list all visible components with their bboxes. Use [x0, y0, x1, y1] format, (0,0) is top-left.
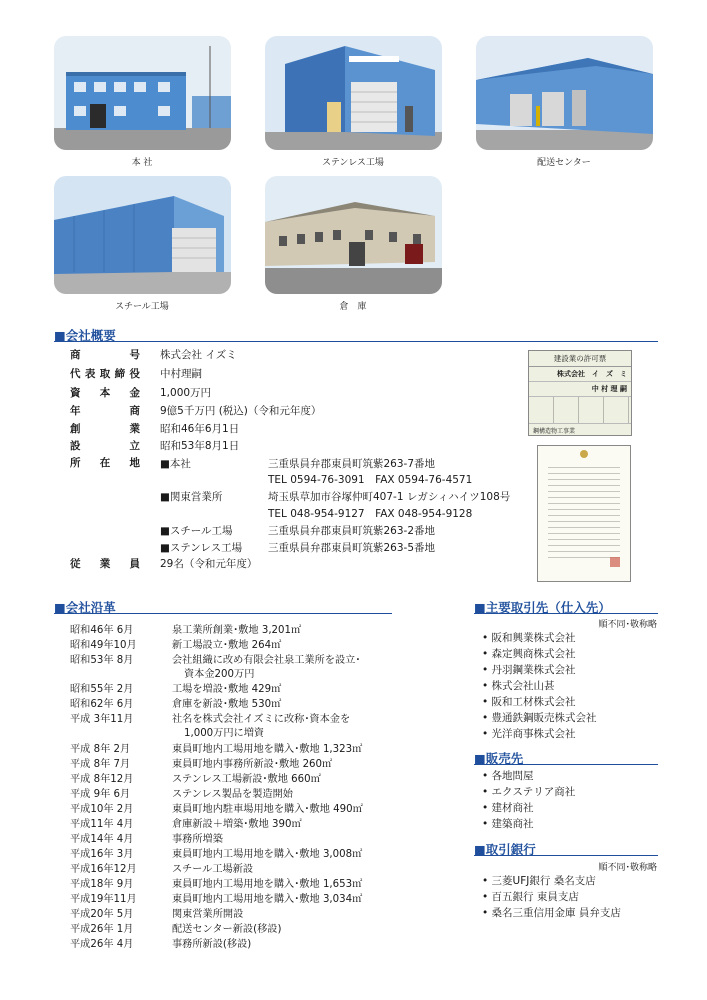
- overview-divider: [54, 341, 658, 342]
- history-text: 事務所増築: [172, 834, 223, 845]
- sales-name: 各地問屋: [491, 770, 534, 782]
- history-text: 東員町地内駐車場用地を購入･敷地 490㎡: [172, 804, 363, 815]
- history-date: 平成 8年12月: [70, 774, 134, 785]
- certificate-seal-icon: [610, 557, 620, 567]
- permit-table: [529, 397, 631, 424]
- overview-label: 創業: [70, 423, 140, 435]
- overview-value: 1,000万円: [160, 387, 212, 399]
- caption-steel-factory: スチール工場: [115, 302, 169, 312]
- list-item: • 桑名三重信用金庫 員弁支店: [482, 907, 621, 919]
- history-date: 平成14年 4月: [70, 834, 134, 845]
- permit-representative: 中 村 理 嗣: [529, 382, 631, 397]
- sales-name: 建築商社: [491, 818, 534, 830]
- photo-stainless-factory: [265, 36, 442, 150]
- history-date: 平成11年 4月: [70, 819, 134, 830]
- location-head-office-name: ■本社: [160, 458, 191, 470]
- list-item: • 光洋商事株式会社: [482, 728, 576, 740]
- history-date: 平成20年 5月: [70, 909, 134, 920]
- history-text: 東員町地内工場用地を購入･敷地 3,034㎡: [172, 894, 363, 905]
- history-text: 泉工業所創業･敷地 3,201㎡: [172, 625, 302, 636]
- permit-title: 建設業の許可票: [529, 351, 631, 367]
- history-text: 東員町地内工場用地を購入･敷地 1,653㎡: [172, 879, 363, 890]
- list-item: • 株式会社山甚: [482, 680, 555, 692]
- banks-heading: [474, 840, 658, 856]
- supplier-name: 阪和興業株式会社: [491, 632, 576, 644]
- supplier-name: 阪和工材株式会社: [491, 696, 576, 708]
- location-kanto-tel: TEL 048-954-9127 FAX 048-954-9128: [268, 508, 473, 520]
- history-text: 1,000万円に増資: [184, 728, 265, 739]
- caption-distribution-center: 配送センター: [537, 158, 591, 168]
- list-item: • 建材商社: [482, 802, 534, 814]
- supplier-name: 株式会社山甚: [491, 680, 555, 692]
- overview-label: 資本金: [70, 387, 140, 399]
- photo-warehouse: [265, 176, 442, 294]
- list-item: • 建築商社: [482, 818, 534, 830]
- bank-name: 百五銀行 東員支店: [491, 891, 579, 903]
- history-divider: [54, 613, 392, 614]
- sales-divider: [474, 764, 658, 765]
- location-kanto-address: 埼玉県草加市谷塚仲町407-1 レガシィハイツ108号: [268, 491, 511, 503]
- history-text: ステンレス工場新設･敷地 660㎡: [172, 774, 321, 785]
- history-text: スチール工場新設: [172, 864, 254, 875]
- history-text: 会社組織に改め有限会社泉工業所を設立･: [172, 655, 361, 666]
- sales-name: エクステリア商社: [491, 786, 576, 798]
- history-date: 昭和49年10月: [70, 640, 137, 651]
- overview-value: 29名（令和元年度）: [160, 558, 258, 570]
- banks-list: [482, 873, 621, 921]
- list-item: • 阪和工材株式会社: [482, 696, 576, 708]
- history-date: 平成 3年11月: [70, 714, 134, 725]
- photo-distribution-center: [476, 36, 653, 150]
- sales-heading: [474, 749, 658, 765]
- overview-value: 昭和53年8月1日: [160, 440, 240, 452]
- banks-heading-text: ■取引銀行: [474, 842, 536, 857]
- history-date: 平成18年 9月: [70, 879, 134, 890]
- caption-stainless-factory: ステンレス工場: [322, 158, 384, 168]
- certificate-crest-icon: [580, 450, 588, 458]
- supplier-name: 豊通鉄鋼販売株式会社: [491, 712, 597, 724]
- history-text: 関東営業所開設: [172, 909, 244, 920]
- overview-heading-text: ■会社概要: [54, 328, 116, 343]
- history-date: 平成26年 1月: [70, 924, 134, 935]
- bank-name: 三菱UFJ銀行 桑名支店: [491, 875, 596, 887]
- history-date: 平成19年11月: [70, 894, 137, 905]
- overview-label: 代表取締役: [70, 368, 140, 380]
- permit-footer: 鋼構造物工事業: [533, 428, 576, 435]
- history-date: 平成16年12月: [70, 864, 137, 875]
- caption-head-office: 本 社: [131, 158, 153, 168]
- supplier-name: 光洋商事株式会社: [491, 728, 576, 740]
- history-text: 事務所新設(移設): [172, 939, 252, 950]
- overview-value: 9億5千万円 (税込)（令和元年度）: [160, 405, 322, 417]
- overview-label: 従業員: [70, 558, 140, 570]
- certificate-body-lines: [548, 462, 620, 562]
- list-item: • 各地問屋: [482, 770, 534, 782]
- sales-heading-text: ■販売先: [474, 751, 524, 766]
- banks-note: 順不同･敬称略: [598, 863, 657, 873]
- history-text: 社名を株式会社イズミに改称･資本金を: [172, 714, 351, 725]
- supplier-name: 丹羽鋼業株式会社: [491, 664, 576, 676]
- overview-value: 中村理嗣: [160, 368, 202, 380]
- history-text: 工場を増設･敷地 429㎡: [172, 684, 282, 695]
- history-date: 平成10年 2月: [70, 804, 134, 815]
- location-stainless-factory-address: 三重県員弁郡東員町筑紫263-5番地: [268, 542, 436, 554]
- photo-steel-factory: [54, 176, 231, 294]
- list-item: • 森定興商株式会社: [482, 648, 576, 660]
- history-date: 平成26年 4月: [70, 939, 134, 950]
- list-item: • 丹羽鋼業株式会社: [482, 664, 576, 676]
- history-heading-text: ■会社沿革: [54, 600, 116, 615]
- overview-label: 年商: [70, 405, 140, 417]
- suppliers-note: 順不同･敬称略: [598, 620, 657, 630]
- supplier-name: 森定興商株式会社: [491, 648, 576, 660]
- history-text: 東員町地内事務所新設･敷地 260㎡: [172, 759, 333, 770]
- history-text: 資本金200万円: [184, 669, 255, 680]
- history-date: 昭和62年 6月: [70, 699, 134, 710]
- list-item: • エクステリア商社: [482, 786, 576, 798]
- caption-warehouse: 倉 庫: [339, 302, 367, 312]
- history-date: 平成 8年 7月: [70, 759, 131, 770]
- history-date: 昭和55年 2月: [70, 684, 134, 695]
- history-text: 倉庫新設＋増築･敷地 390㎡: [172, 819, 302, 830]
- location-head-office-address: 三重県員弁郡東員町筑紫263-7番地: [268, 458, 436, 470]
- sales-name: 建材商社: [491, 802, 534, 814]
- history-date: 昭和46年 6月: [70, 625, 134, 636]
- location-steel-factory-name: ■スチール工場: [160, 525, 233, 537]
- bank-name: 桑名三重信用金庫 員弁支店: [491, 907, 621, 919]
- photo-head-office: [54, 36, 231, 150]
- history-heading: [54, 598, 392, 614]
- list-item: • 百五銀行 東員支店: [482, 891, 579, 903]
- sales-list: [482, 768, 575, 832]
- history-text: 配送センター新設(移設): [172, 924, 282, 935]
- banks-divider: [474, 855, 658, 856]
- permit-company: 株式会社 イ ズ ミ: [529, 367, 631, 382]
- suppliers-heading-text: ■主要取引先（仕入先）: [474, 600, 611, 615]
- location-steel-factory-address: 三重県員弁郡東員町筑紫263-2番地: [268, 525, 436, 537]
- history-text: ステンレス製品を製造開始: [172, 789, 293, 800]
- overview-heading: [54, 326, 658, 342]
- suppliers-divider: [474, 613, 658, 614]
- overview-label: 所在地: [70, 457, 140, 469]
- list-item: • 豊通鉄鋼販売株式会社: [482, 712, 597, 724]
- suppliers-heading: [474, 598, 658, 614]
- history-date: 平成 9年 6月: [70, 789, 131, 800]
- location-kanto-name: ■関東営業所: [160, 491, 223, 503]
- history-date: 昭和53年 8月: [70, 655, 134, 666]
- overview-value: 株式会社 イズミ: [160, 349, 237, 361]
- history-date: 平成 8年 2月: [70, 744, 131, 755]
- history-text: 東員町地内工場用地を購入･敷地 3,008㎡: [172, 849, 363, 860]
- location-head-office-tel: TEL 0594-76-3091 FAX 0594-76-4571: [268, 474, 473, 486]
- overview-value: 昭和46年6月1日: [160, 423, 240, 435]
- evaluation-certificate: [537, 445, 631, 582]
- history-text: 倉庫を新設･敷地 530㎡: [172, 699, 282, 710]
- overview-label: 設立: [70, 440, 140, 452]
- location-stainless-factory-name: ■ステンレス工場: [160, 542, 243, 554]
- history-text: 新工場設立･敷地 264㎡: [172, 640, 282, 651]
- list-item: • 三菱UFJ銀行 桑名支店: [482, 875, 596, 887]
- construction-permit-sign: [528, 350, 632, 436]
- overview-label: 商号: [70, 349, 140, 361]
- list-item: • 阪和興業株式会社: [482, 632, 576, 644]
- history-date: 平成16年 3月: [70, 849, 134, 860]
- history-text: 東員町地内工場用地を購入･敷地 1,323㎡: [172, 744, 363, 755]
- suppliers-list: [482, 630, 597, 742]
